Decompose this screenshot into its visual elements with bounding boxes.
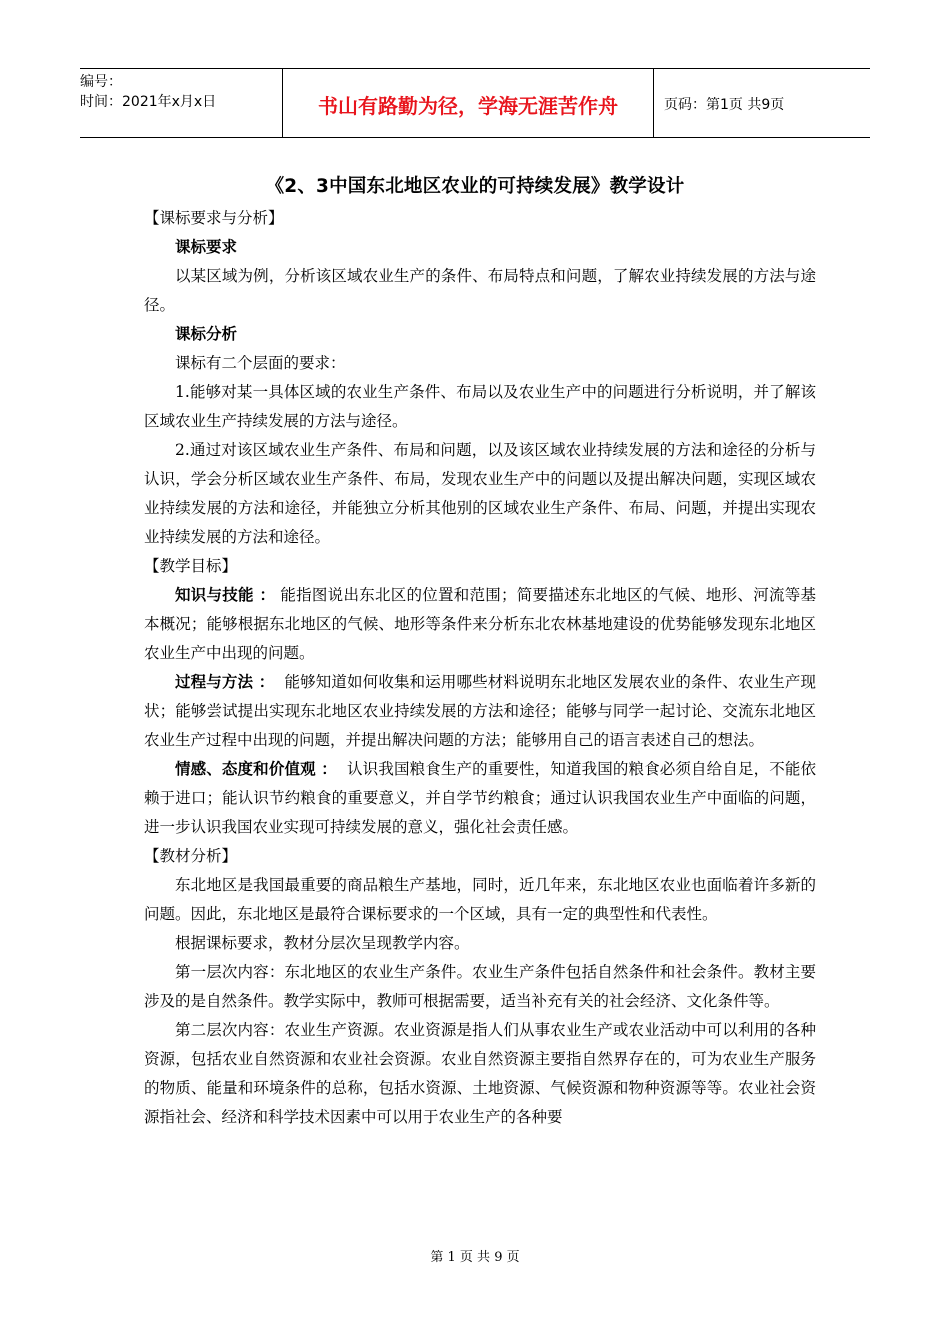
objective-attitude: [144, 755, 816, 842]
paragraph: 第二层次内容：农业生产资源。农业资源是指人们从事农业生产或农业活动中可以利用的各种资源，包括农业自然资源和农业社会资源。农业自然资源主要指自然界存在的，可为农业生产服务的物质、能量和环境条件的总称，包括水资源、土地资源、气候资源和物种资源等等。农业社会资源指社会、经济和科学技术因素中可以用于农业生产的各种要: [144, 1021, 816, 1126]
number-label: 编号：: [80, 74, 122, 90]
objective-label: 过程与方法 ：: [175, 673, 275, 691]
paragraph: 第一层次内容：东北地区的农业生产条件。农业生产条件包括自然条件和社会条件。教材主要涉及的是自然条件。教学实际中，教师可根据需要，适当补充有关的社会经济、文化条件等。: [144, 963, 816, 1010]
paragraph: 1.能够对某一具体区域的农业生产条件、布局以及农业生产中的问题进行分析说明，并了解该区域农业生产持续发展的方法与途径。: [144, 383, 816, 430]
paragraph: 根据课标要求，教材分层次呈现教学内容。: [175, 934, 470, 952]
objective-label: 情感、态度和价值观 ：: [175, 760, 337, 778]
document-body: [144, 204, 816, 1132]
objective-knowledge: [144, 581, 816, 668]
objective-process: [144, 668, 816, 755]
section-heading-textbook: 【教材分析】: [144, 847, 238, 865]
header-motto: 书山有路勤为径，学海无涯苦作舟: [282, 69, 654, 137]
header-page-code: 页码：第1页 共9页: [664, 97, 785, 113]
header-left-cell: [80, 69, 282, 137]
paragraph: 东北地区是我国最重要的商品粮生产基地，同时，近几年来，东北地区农业也面临着许多新的问题。因此，东北地区是最符合课标要求的一个区域，具有一定的典型性和代表性。: [144, 876, 816, 923]
objective-text: 能指图说出东北区的位置和范围；简要描述东北地区的气候、地形、河流等基本概况；能够根据东北地区的气候、地形等条件来分析东北农林基地建设的优势能够发现东北地区农业生产中出现的问题。: [144, 586, 816, 662]
page-footer: 第 1 页 共 9 页: [430, 1250, 520, 1265]
objective-text: 能够知道如何收集和运用哪些材料说明东北地区发展农业的条件、农业生产现状；能够尝试提出实现东北地区农业持续发展的方法和途径；能够与同学一起讨论、交流东北地区农业生产过程中出现的问题，并提出解决问题的方法；能够用自己的语言表述自己的想法。: [144, 673, 816, 749]
document-header: [80, 68, 870, 138]
paragraph: 以某区域为例，分析该区域农业生产的条件、布局特点和问题，了解农业持续发展的方法与途径。: [144, 267, 816, 314]
section-heading-objectives: 【教学目标】: [144, 557, 238, 575]
objective-label: 知识与技能 ：: [175, 586, 276, 604]
paragraph: 课标有二个层面的要求：: [175, 354, 346, 372]
document-title: 《2、3中国东北地区农业的可持续发展》教学设计: [265, 176, 685, 197]
objective-text: 认识我国粮食生产的重要性，知道我国的粮食必须自给自足，不能依赖于进口；能认识节约粮食的重要意义，并自学节约粮食；通过认识我国农业生产中面临的问题，进一步认识我国农业实现可持续发展的意义，强化社会责任感。: [144, 760, 816, 836]
subheading-standard-analysis: 课标分析: [175, 325, 238, 343]
section-heading-standards: 【课标要求与分析】: [144, 209, 284, 227]
paragraph: 2.通过对该区域农业生产条件、布局和问题，以及该区域农业持续发展的方法和途径的分析与认识，学会分析区域农业生产条件、布局，发现农业生产中的问题以及提出解决问题，实现区域农业持续发展的方法和途径，并能独立分析其他别的区域农业生产条件、布局、问题，并提出实现农业持续发展的方法和途径。: [144, 441, 816, 546]
time-label: 时间：2021年x月x日: [80, 94, 217, 110]
subheading-standard-requirements: 课标要求: [175, 238, 238, 256]
